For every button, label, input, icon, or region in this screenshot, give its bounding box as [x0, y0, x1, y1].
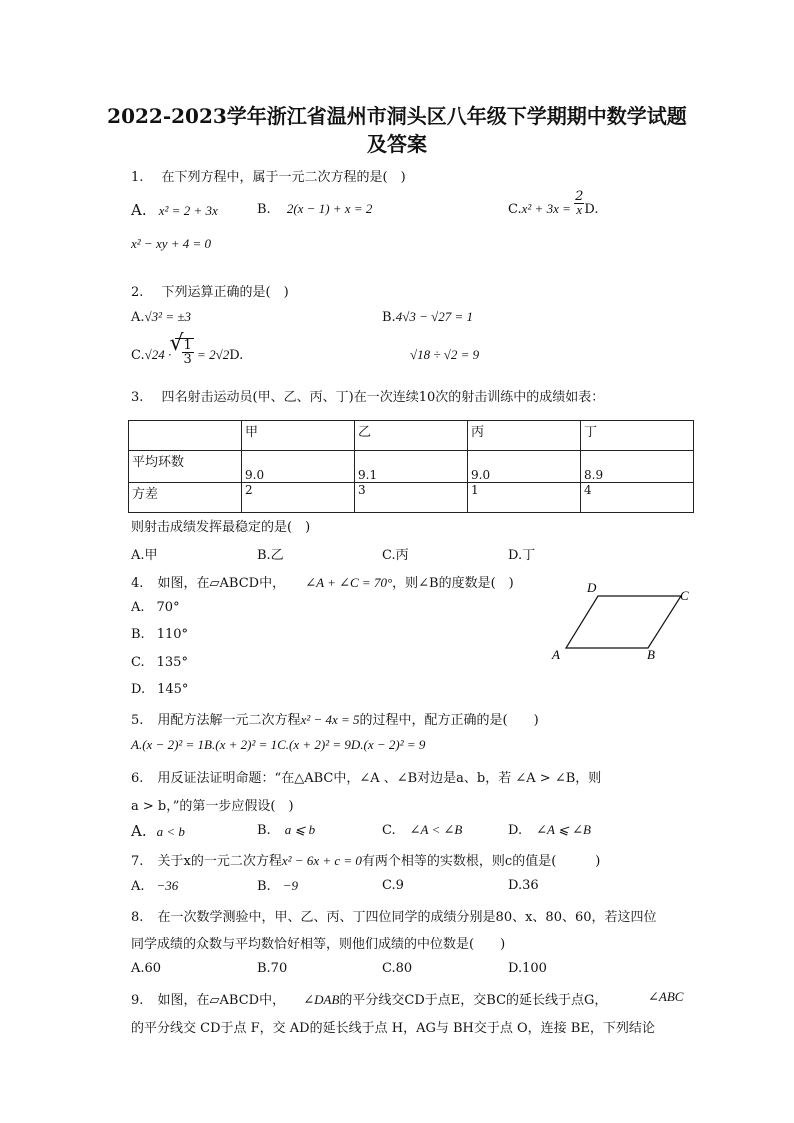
q3-option-a: A.甲 — [131, 548, 158, 563]
vertex-label-d: D — [587, 580, 597, 595]
question-number: 3. — [131, 390, 144, 405]
table-row: 方差 2 3 1 4 — [129, 483, 694, 513]
question-3 — [131, 386, 604, 405]
question-5: 5. 用配方法解一元二次方程x² − 4x = 5的过程中，配方正确的是( ) — [131, 712, 539, 728]
q7-option-d: D.36 — [508, 878, 539, 893]
q2-option-c: C.√24 · √ 1 3 = 2√2D. — [131, 331, 244, 367]
score-table — [128, 420, 694, 513]
q8-option-b: B.70 — [257, 961, 288, 976]
question-2 — [131, 281, 289, 300]
page-title-line2: 及答案 — [367, 132, 427, 156]
q4-option-a: A. 70° — [131, 600, 180, 615]
q7-option-b: B. −9 — [257, 878, 298, 894]
question-number: 5. — [131, 713, 144, 728]
q4-option-c: C. 135° — [131, 655, 188, 670]
question-stem: 在下列方程中，属于一元二次方程的是( ) — [161, 170, 406, 185]
q1-option-b: B. 2(x − 1) + x = 2 — [257, 201, 373, 217]
question-number: 6. — [131, 771, 144, 786]
question-number: 4. — [131, 576, 144, 591]
q3-option-b: B.乙 — [257, 548, 284, 563]
question-4: 4. 如图，在▱ABCD中， ∠A + ∠C = 70°，则∠B的度数是( ) — [131, 575, 514, 591]
q2-option-a: A.√3² = ±3 — [131, 309, 191, 325]
q1-option-d: x² − xy + 4 = 0 — [131, 236, 212, 251]
q8-line2: 同学成绩的众数与平均数恰好相等，则他们成绩的中位数是( ) — [131, 937, 506, 952]
q3-follow: 则射击成绩发挥最稳定的是( ) — [131, 520, 311, 535]
q6-option-b: B. a ⩽ b — [257, 822, 316, 838]
table-row: 平均环数 9.0 9.1 9.0 8.9 — [129, 451, 694, 483]
q9-line2: 的平分线交 CD于点 F，交 AD的延长线于点 H，AG与 BH交于点 O，连接 BE，下列结论 — [131, 1021, 655, 1036]
vertex-label-c: C — [680, 588, 689, 603]
q6-line2: a > b，”的第一步应假设( ) — [131, 799, 294, 814]
question-6: 6. 用反证法证明命题：“在△ABC中，∠A 、∠B对边是a、b，若 ∠A > ∠B，则 — [131, 771, 602, 786]
question-number: 8. — [131, 910, 144, 925]
parallelogram-figure — [545, 578, 695, 663]
question-8: 8. 在一次数学测验中，甲、乙、丙、丁四位同学的成绩分别是80、x、80、60，若这四位 — [131, 910, 657, 925]
page-title-line1: 2022-2023学年浙江省温州市洞头区八年级下学期期中数学试题 — [107, 104, 687, 128]
parallelogram-shape — [566, 596, 681, 648]
question-stem: 四名射击运动员(甲、乙、丙、丁)在一次连续10次的射击训练中的成绩如表： — [161, 390, 605, 405]
q3-option-c: C.丙 — [382, 548, 409, 563]
question-stem: 下列运算正确的是( ) — [161, 285, 289, 300]
q8-option-a: A.60 — [131, 961, 162, 976]
q8-option-d: D.100 — [508, 961, 547, 976]
question-number: 9. — [131, 993, 144, 1008]
q2-option-b: B.4√3 − √27 = 1 — [382, 309, 474, 325]
vertex-label-a: A — [552, 647, 560, 662]
q1-option-c: C.x² + 3x = $\frac{2}{x}$ D. — [508, 189, 599, 217]
q4-option-d: D. 145° — [131, 682, 189, 697]
q2-option-d: √18 ÷ √2 = 9 — [410, 347, 480, 362]
q4-option-b: B. 110° — [131, 627, 189, 642]
question-7: 7. 关于x的一元二次方程x² − 6x + c = 0有两个相等的实数根，则c的值是( ) — [131, 853, 601, 869]
q7-option-c: C.9 — [382, 878, 404, 893]
q6-option-a: A. a < b — [131, 822, 185, 840]
q5-options: A.(x − 2)² = 1B.(x + 2)² = 1C.(x + 2)² = 9D.(x − 2)² = 9 — [131, 737, 426, 752]
q6-option-d: D. ∠A ⩽ ∠B — [508, 822, 591, 838]
table-header-row: 甲 乙 丙 丁 — [129, 421, 694, 451]
question-number: 1. — [131, 170, 144, 185]
vertex-label-b: B — [647, 647, 655, 662]
question-number: 7. — [131, 854, 144, 869]
question-number: 2. — [131, 285, 144, 300]
q7-option-a: A. −36 — [131, 878, 179, 894]
q8-option-c: C.80 — [382, 961, 413, 976]
q9-angle-abc: ∠ABC — [648, 989, 684, 1004]
q3-option-d: D.丁 — [508, 548, 536, 563]
q1-option-a: A. x² = 2 + 3x — [131, 201, 218, 219]
q6-option-c: C. ∠A < ∠B — [382, 822, 463, 838]
question-9: 9. 如图，在▱ABCD中， ∠DAB的平分线交CD于点E，交BC的延长线于点G， — [131, 992, 608, 1008]
question-1 — [131, 166, 406, 185]
